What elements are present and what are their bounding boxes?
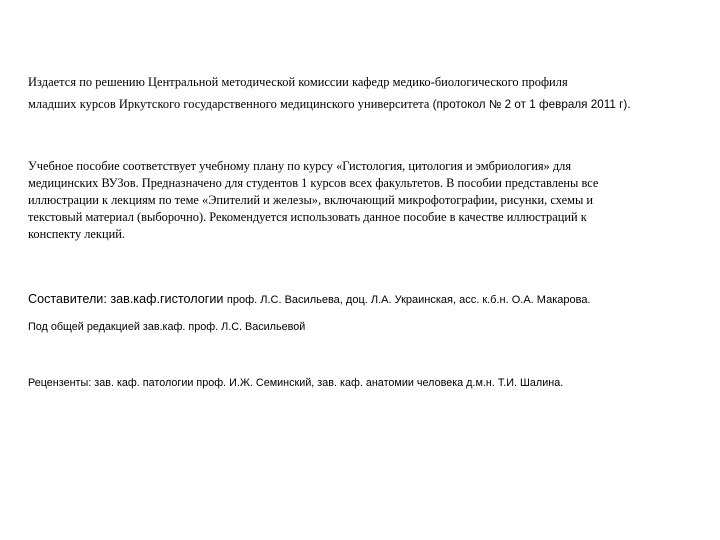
description-line: медицинских ВУЗов. Предназначено для студентов 1 курсов всех факультетов. В пособии представлены все — [28, 176, 599, 190]
publication-note-line-1 — [28, 75, 568, 90]
publication-note-line-2 — [28, 97, 631, 112]
publication-note-text-1: Издается по решению Центральной методической комиссии кафедр медико-биологического профиля — [28, 75, 568, 89]
description-line: иллюстрации к лекциям по теме «Эпителий и железы», включающий микрофотографии, рисунки, схемы и — [28, 193, 593, 207]
description-line: конспекту лекций. — [28, 227, 125, 241]
description-line: Учебное пособие соответствует учебному плану по курсу «Гистология, цитология и эмбриология» для — [28, 159, 572, 173]
reviewers-line: Рецензенты: зав. каф. патологии проф. И.Ж. Семинский, зав. каф. анатомии человека д.м.н. Т.И. Шалина. — [28, 377, 564, 389]
publication-note-text-2: младших курсов Иркутского государственного медицинского университета — [28, 97, 433, 111]
compilers-line — [28, 290, 591, 308]
compilers-lead: Составители: зав.каф.гистологии — [28, 292, 227, 306]
editor-line: Под общей редакцией зав.каф. проф. Л.С. Васильевой — [28, 321, 306, 333]
protocol-reference: (протокол № 2 от 1 февраля 2011 г). — [432, 98, 631, 111]
compilers-names: проф. Л.С. Васильева, доц. Л.А. Украинская, асс. к.б.н. О.А. Макарова. — [226, 294, 591, 306]
description-line: текстовый материал (выборочно). Рекомендуется использовать данное пособие в качестве иллюстраций к — [28, 210, 587, 224]
